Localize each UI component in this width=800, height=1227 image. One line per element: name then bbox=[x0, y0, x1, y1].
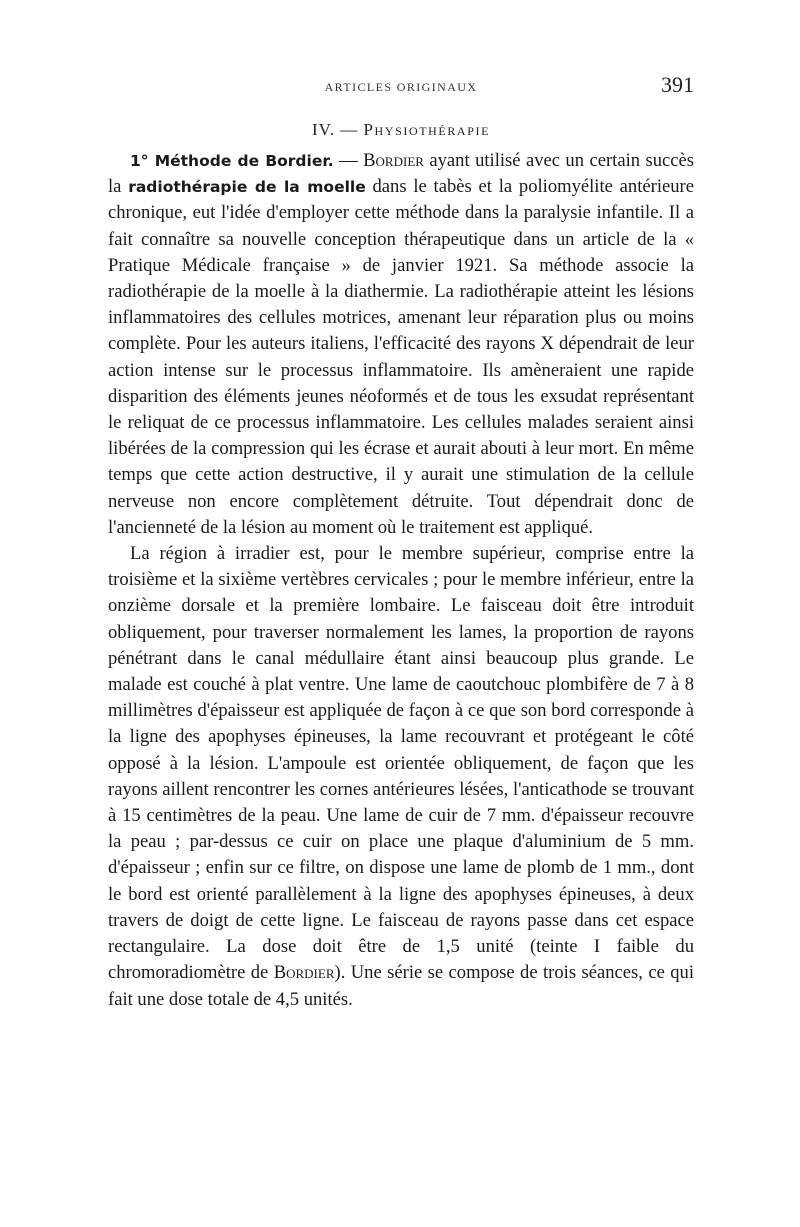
paragraph-bordier-method bbox=[108, 148, 694, 541]
book-page bbox=[108, 70, 694, 1013]
paragraph-text: La région à irradier est, pour le membre supérieur, comprise entre la troisième et la sixième vertèbres cervicales ; pour le membre inférieur, entre la onzième dorsale et la première lombaire. Le faisceau doit être introduit obliquement, pour traverser normalement les lames, la proportion de rayons pénétrant dans le canal médullaire étant ainsi beaucoup plus grande. Le malade est couché à plat ventre. Une lame de caoutchouc plombifère de 7 à 8 millimètres d'épaisseur est appliquée de façon à ce que son bord corresponde à la ligne des apophyses épineuses, la lame recouvrant et protégeant le côté opposé à la lésion. L'ampoule est orientée obliquement, de façon que les rayons aillent rencontrer les cornes antérieures lésées, l'anticathode se trouvant à 15 centimètres de la peau. Une lame de cuir de 7 mm. d'épaisseur recouvre la peau ; par-dessus ce cuir on place une plaque d'aluminium de 5 mm. d'épaisseur ; enfin sur ce filtre, on dispose une lame de plomb de 1 mm., dont le bord est orienté parallèlement à la ligne des apophyses épineuses, à deux travers de doigt de cette ligne. Le faisceau de rayons passe dans cet espace rectangulaire. La dose doit être de 1,5 unité (teinte I faible du chromoradiomètre de bbox=[108, 543, 694, 984]
method-lead-heading: 1° Méthode de Bordier. bbox=[130, 152, 334, 170]
author-name: Bordier bbox=[273, 962, 335, 984]
article-body bbox=[108, 148, 694, 1013]
paragraph-text: ayant utilisé avec un certain succès la bbox=[108, 150, 694, 198]
running-title: ARTICLES ORIGINAUX bbox=[324, 80, 478, 94]
section-title: Physiothérapie bbox=[363, 120, 491, 139]
section-number: IV. — bbox=[311, 120, 364, 139]
page-number: 391 bbox=[661, 72, 694, 97]
paragraph-text: dans le tabès et la poliomyélite antérieure chronique, eut l'idée d'employer cette méthode dans la paralysie infantile. Il a fait connaître sa nouvelle conception thérapeutique dans un article de la « Pratique Médicale française » de janvier 1921. Sa méthode associe la radiothérapie de la moelle à la diathermie. La radiothérapie atteint les lésions inflammatoires des cellules motrices, amenant leur réparation plus ou moins complète. Pour les auteurs italiens, l'efficacité des rayons X dépendrait de leur action intense sur le processus inflammatoire. Ils amèneraient une rapide disparition des éléments jeunes néoformés et de tous les exsudat représentant le reliquat de ce processus inflammatoire. Les cellules malades seraient ainsi libérées de la compression qui les écrase et aurait abouti à leur mort. En même temps que cette action destructive, il y aurait une stimulation de la cellule nerveuse non encore complètement détruite. Tout dépendrait donc de l'ancienneté de la lésion au moment où le traitement est appliqué. bbox=[108, 176, 694, 538]
paragraph-text: — bbox=[333, 150, 364, 171]
author-name: Bordier bbox=[363, 150, 424, 171]
paragraph-text: ). Une série se compose de trois séances, ce qui fait une dose totale de 4,5 unités. bbox=[108, 962, 694, 1010]
paragraph-irradiation bbox=[108, 541, 694, 1013]
section-heading bbox=[108, 120, 694, 140]
bold-term: radiothérapie de la moelle bbox=[128, 178, 366, 197]
running-header bbox=[108, 70, 694, 104]
